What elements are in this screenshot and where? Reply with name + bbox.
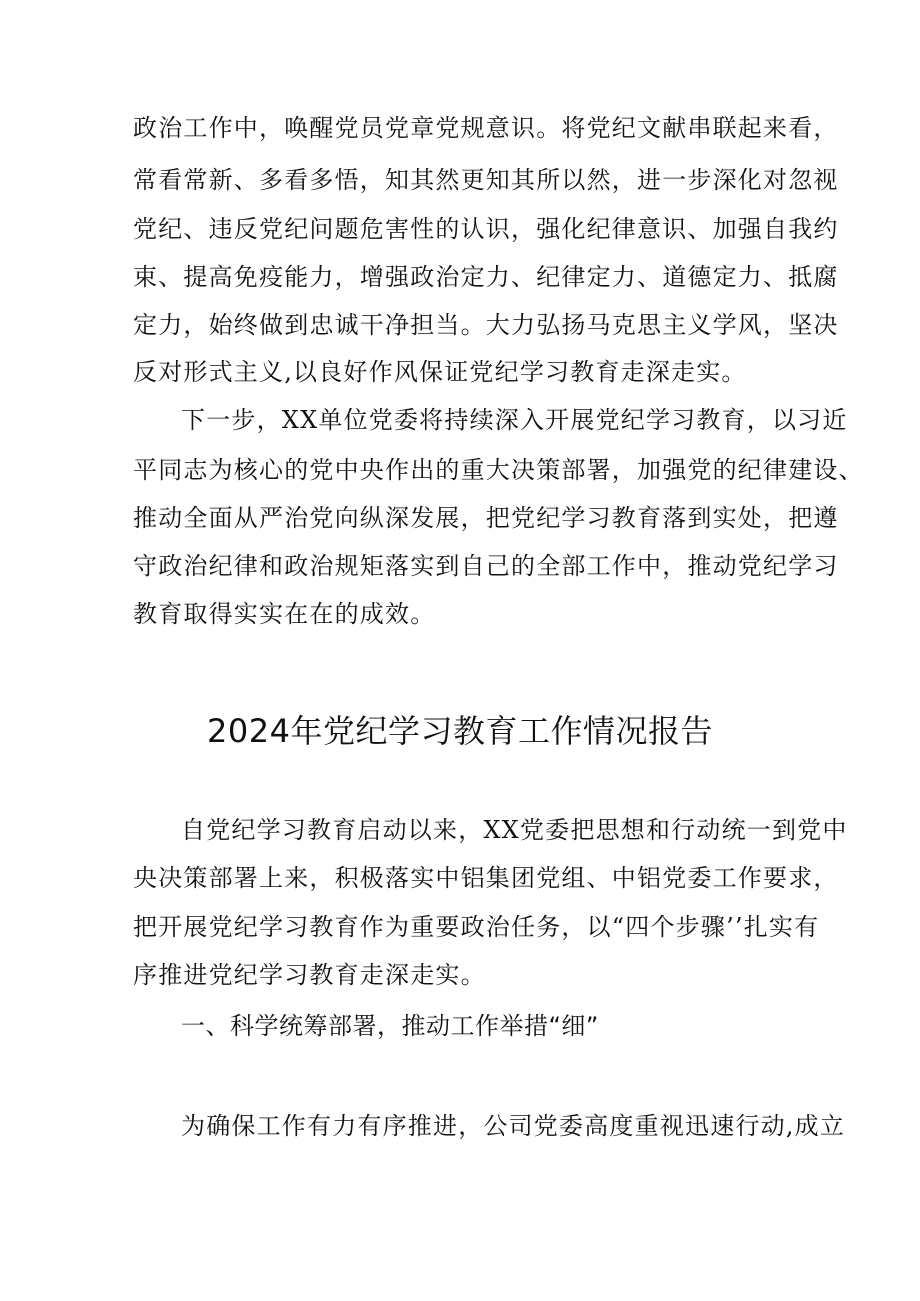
paragraph-line: 教育取得实实在在的成效。 xyxy=(133,600,436,628)
paragraph-line: 平同志为核心的党中央作出的重大决策部署，加强党的纪律建设、 xyxy=(133,456,864,484)
paragraph-line: 推动全面从严治党向纵深发展，把党纪学习教育落到实处，把遵 xyxy=(133,504,839,532)
paragraph-line: 常看常新、多看多悟，知其然更知其所以然，进一步深化对忽视 xyxy=(133,166,839,194)
report-title: 2024年党纪学习教育工作情况报告 xyxy=(207,712,713,750)
paragraph-line: 自党纪学习教育启动以来，XX党委把思想和行动统一到党中 xyxy=(181,816,848,844)
section-heading: 一、科学统筹部署，推动工作举措“细” xyxy=(181,1012,599,1040)
paragraph-line: 党纪、违反党纪问题危害性的认识，强化纪律意识、加强自我约 xyxy=(133,215,839,243)
paragraph-line: 政治工作中，唤醒党员党章党规意识。将党纪文献串联起来看， xyxy=(133,114,839,142)
paragraph-line: 序推进党纪学习教育走深走实。 xyxy=(133,961,486,989)
paragraph-line: 央决策部署上来，积极落实中铝集团党组、中铝党委工作要求， xyxy=(133,864,839,892)
paragraph-line: 束、提高免疫能力，增强政治定力、纪律定力、道德定力、抵腐 xyxy=(133,263,839,291)
paragraph-line: 下一步，XX单位党委将持续深入开展党纪学习教育，以习近 xyxy=(181,406,848,434)
paragraph-line: 为确保工作有力有序推进，公司党委高度重视迅速行动,成立 xyxy=(181,1112,846,1140)
paragraph-line: 反对形式主义,以良好作风保证党纪学习教育走深走实。 xyxy=(133,358,747,386)
paragraph-line: 守政治纪律和政治规矩落实到自己的全部工作中，推动党纪学习 xyxy=(133,552,839,580)
paragraph-line: 定力，始终做到忠诚干净担当。大力弘扬马克思主义学风，坚决 xyxy=(133,311,839,339)
paragraph-line: 把开展党纪学习教育作为重要政治任务，以“四个步骤’’扎实有 xyxy=(133,913,820,941)
